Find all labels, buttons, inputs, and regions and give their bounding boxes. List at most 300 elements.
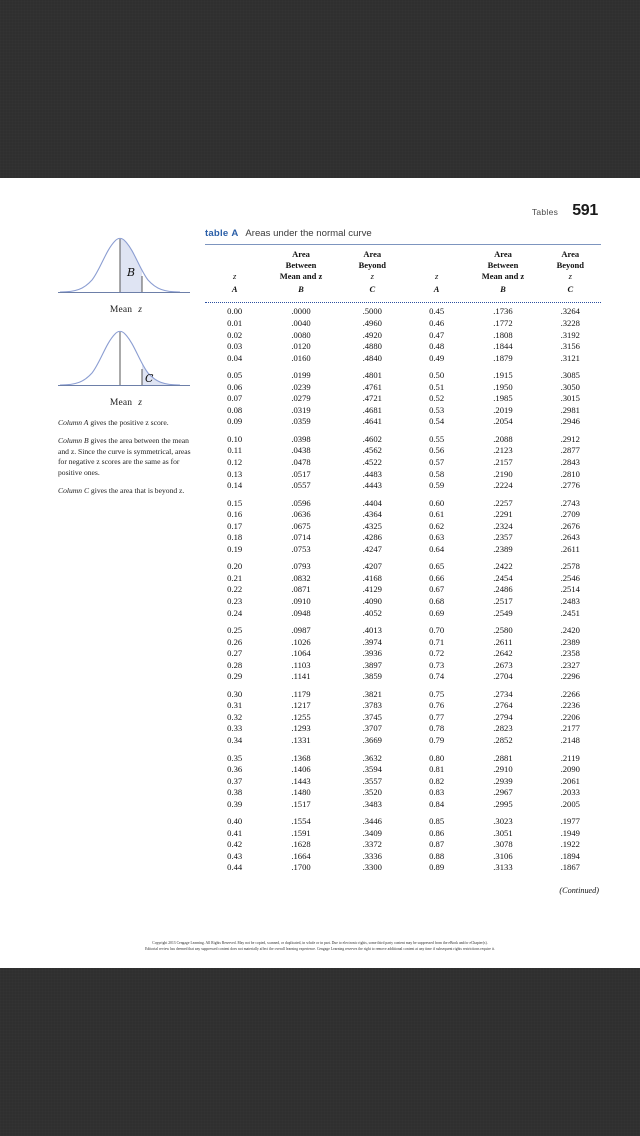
header-beyond-left-l3: z	[370, 271, 374, 282]
table-row	[205, 434, 601, 446]
cell-c-left: .4404	[362, 497, 382, 508]
table-row	[205, 416, 601, 428]
cell-b-right: .2422	[493, 561, 513, 572]
cell-c-left: .4960	[362, 317, 382, 328]
cell-c-right: .2643	[560, 532, 580, 543]
cell-c-left: .3594	[362, 764, 382, 775]
note-column-b	[58, 436, 194, 479]
cell-b-left: .0793	[291, 561, 311, 572]
table-row	[205, 318, 601, 330]
dotted-rule	[205, 302, 601, 303]
table-row	[205, 584, 601, 596]
cell-c-left: .3446	[362, 816, 382, 827]
table-row	[205, 341, 601, 353]
cell-z-left: 0.31	[227, 700, 243, 711]
cell-b-left: .1368	[291, 752, 311, 763]
continued-note: (Continued)	[559, 886, 599, 896]
cell-b-right: .2357	[493, 532, 513, 543]
cell-b-right: .2642	[493, 648, 513, 659]
cell-z-left: 0.07	[227, 393, 243, 404]
cell-b-right: .2190	[493, 468, 513, 479]
cell-z-left: 0.32	[227, 711, 243, 722]
cell-b-left: .1064	[291, 648, 311, 659]
page-number: 591	[572, 202, 598, 219]
header-a-left: A	[231, 283, 238, 294]
table-row	[205, 753, 601, 765]
table-row	[205, 828, 601, 840]
cell-z-left: 0.35	[227, 752, 243, 763]
cell-z-left: 0.38	[227, 787, 243, 798]
cell-c-right: .2005	[560, 798, 580, 809]
cell-c-right: .3121	[560, 352, 580, 363]
cell-z-left: 0.06	[227, 381, 243, 392]
table-row	[205, 637, 601, 649]
cell-z-left: 0.40	[227, 816, 243, 827]
cell-b-left: .0636	[291, 509, 311, 520]
figure-c-caption-mean: Mean	[109, 398, 133, 408]
cell-c-right: .2420	[560, 625, 580, 636]
cell-b-right: .2734	[493, 688, 513, 699]
cell-b-right: .3023	[493, 816, 513, 827]
cell-z-right: 0.86	[429, 827, 445, 838]
cell-c-left: .3336	[362, 850, 382, 861]
table-row	[205, 625, 601, 637]
table-row	[205, 469, 601, 481]
cell-z-right: 0.65	[429, 561, 445, 572]
table-row	[205, 561, 601, 573]
cell-c-right: .3015	[560, 393, 580, 404]
table-row	[205, 382, 601, 394]
cell-b-right: .2123	[493, 445, 513, 456]
header-b-right: B	[500, 283, 506, 294]
cell-b-right: .2549	[493, 607, 513, 618]
header-beyond-left-l2: Beyond	[358, 260, 386, 271]
cell-b-left: .0438	[291, 445, 311, 456]
cell-c-left: .3669	[362, 735, 382, 746]
cell-b-right: .1950	[493, 381, 513, 392]
cell-b-left: .0239	[291, 381, 311, 392]
cell-z-left: 0.30	[227, 688, 243, 699]
cell-b-right: .1844	[493, 341, 513, 352]
cell-c-right: .2090	[560, 764, 580, 775]
cell-c-right: .2981	[560, 404, 580, 415]
svg-text:C: C	[145, 372, 154, 385]
note-column-a-text: gives the positive z score.	[88, 418, 169, 427]
cell-c-left: .4052	[362, 607, 382, 618]
cell-c-left: .3859	[362, 671, 382, 682]
cell-z-left: 0.33	[227, 723, 243, 734]
table-dotted-separator-cell	[205, 295, 601, 307]
table-row	[205, 816, 601, 828]
cell-b-right: .2823	[493, 723, 513, 734]
cell-b-right: .2157	[493, 456, 513, 467]
table-row	[205, 862, 601, 874]
cell-b-right: .2019	[493, 404, 513, 415]
cell-c-right: .2451	[560, 607, 580, 618]
cell-c-left: .4721	[362, 393, 382, 404]
table-row	[205, 370, 601, 382]
cell-c-left: .4325	[362, 520, 382, 531]
cell-c-right: .2743	[560, 497, 580, 508]
cell-c-right: .2236	[560, 700, 580, 711]
figure-c-caption-z: z	[138, 398, 143, 408]
cell-z-left: 0.10	[227, 433, 243, 444]
table-row	[205, 723, 601, 735]
cell-z-right: 0.74	[429, 671, 445, 682]
table-row	[205, 660, 601, 672]
cell-z-left: 0.20	[227, 561, 243, 572]
cell-z-right: 0.51	[429, 381, 445, 392]
header-between-right-l1: Area	[494, 249, 512, 259]
header-between-left-l2: Between	[285, 260, 317, 271]
cell-z-left: 0.43	[227, 850, 243, 861]
cell-c-left: .4013	[362, 625, 382, 636]
cell-z-left: 0.15	[227, 497, 243, 508]
cell-z-right: 0.46	[429, 317, 445, 328]
cell-z-left: 0.37	[227, 775, 243, 786]
table-row	[205, 573, 601, 585]
cell-z-left: 0.36	[227, 764, 243, 775]
cell-b-left: .1554	[291, 816, 311, 827]
table-top-rule	[205, 244, 601, 245]
table-row	[205, 353, 601, 365]
cell-c-right: .2389	[560, 636, 580, 647]
cell-b-left: .0160	[291, 352, 311, 363]
cell-z-left: 0.12	[227, 456, 243, 467]
cell-z-right: 0.73	[429, 659, 445, 670]
cell-b-right: .2995	[493, 798, 513, 809]
cell-z-left: 0.02	[227, 329, 243, 340]
header-beyond-left	[338, 249, 407, 295]
cell-z-right: 0.52	[429, 393, 445, 404]
header-between-right-l3: Mean and z	[481, 271, 525, 282]
cell-z-right: 0.67	[429, 584, 445, 595]
table-row	[205, 544, 601, 556]
cell-z-left: 0.09	[227, 416, 243, 427]
cell-z-right: 0.89	[429, 862, 445, 873]
cell-c-left: .4168	[362, 572, 382, 583]
cell-z-right: 0.64	[429, 543, 445, 554]
svg-text:B: B	[127, 266, 136, 279]
cell-z-left: 0.21	[227, 572, 243, 583]
cell-c-left: .3409	[362, 827, 382, 838]
running-head	[532, 202, 598, 220]
figure-c-caption	[58, 398, 194, 408]
cell-b-left: .1664	[291, 850, 311, 861]
table-row	[205, 306, 601, 318]
header-z-right-symbol: z	[434, 271, 439, 282]
cell-b-right: .2580	[493, 625, 513, 636]
cell-z-left: 0.25	[227, 625, 243, 636]
cell-b-left: .1103	[291, 659, 311, 670]
cell-c-left: .4483	[362, 468, 382, 479]
cell-c-right: .3192	[560, 329, 580, 340]
cell-c-left: .4090	[362, 596, 382, 606]
cell-c-left: .4641	[362, 416, 382, 427]
cell-b-right: .2054	[493, 416, 513, 427]
cell-z-left: 0.18	[227, 532, 243, 543]
cell-z-left: 0.28	[227, 659, 243, 670]
document-page	[0, 178, 640, 968]
cell-b-left: .1026	[291, 636, 311, 647]
cell-b-left: .0279	[291, 393, 311, 404]
cell-z-left: 0.14	[227, 480, 243, 491]
cell-c-right: .1922	[560, 839, 580, 850]
cell-b-left: .0517	[291, 468, 311, 479]
cell-z-right: 0.50	[429, 370, 445, 381]
cell-c-left: .4801	[362, 370, 382, 381]
cell-c-left: .3745	[362, 711, 382, 722]
cell-z-right: 0.58	[429, 468, 445, 479]
cell-c-left: .3707	[362, 723, 382, 734]
cell-b-left: .1217	[291, 700, 311, 711]
cell-z-right: 0.66	[429, 572, 445, 583]
cell-b-right: .3051	[493, 827, 513, 838]
cell-z-right: 0.63	[429, 532, 445, 543]
cell-z-left: 0.27	[227, 648, 243, 659]
cell-z-right: 0.62	[429, 520, 445, 531]
cell-c-left: .4681	[362, 404, 382, 415]
cell-c-left: .4207	[362, 561, 382, 572]
cell-b-left: .1179	[291, 688, 311, 699]
header-beyond-right-l3: z	[568, 271, 572, 282]
cell-c-left: .5000	[362, 306, 382, 317]
cell-z-right: 0.81	[429, 764, 445, 775]
table-row	[205, 445, 601, 457]
cell-z-right: 0.45	[429, 306, 445, 317]
cell-z-right: 0.79	[429, 735, 445, 746]
cell-z-left: 0.11	[227, 445, 243, 456]
cell-c-right: .3228	[560, 317, 580, 328]
cell-b-left: .0987	[291, 625, 311, 636]
cell-c-left: .4286	[362, 532, 382, 543]
cell-b-left: .0910	[291, 596, 311, 606]
note-column-c-lead: Column C	[58, 485, 90, 495]
cell-z-right: 0.56	[429, 445, 445, 456]
table-row	[205, 521, 601, 533]
cell-c-right: .2810	[560, 468, 580, 479]
normal-curve-areas-table	[205, 249, 601, 874]
cell-b-right: .2088	[493, 433, 513, 444]
cell-b-left: .1406	[291, 764, 311, 775]
cell-c-left: .4522	[362, 456, 382, 467]
table-row	[205, 532, 601, 544]
header-b-left: B	[298, 283, 304, 294]
cell-z-left: 0.23	[227, 596, 243, 606]
table-row	[205, 839, 601, 851]
running-head-label: Tables	[531, 207, 559, 217]
table-header-row	[205, 249, 601, 295]
z-table-block	[205, 228, 601, 895]
cell-z-right: 0.85	[429, 816, 445, 827]
cell-b-left: .1628	[291, 839, 311, 850]
cell-z-right: 0.78	[429, 723, 445, 734]
table-row	[205, 330, 601, 342]
cell-c-left: .3483	[362, 798, 382, 809]
cell-b-left: .0871	[291, 584, 311, 595]
cell-z-right: 0.69	[429, 607, 445, 618]
cell-b-left: .0478	[291, 456, 311, 467]
cell-z-left: 0.01	[227, 317, 243, 328]
cell-c-right: .2327	[560, 659, 580, 670]
left-explanatory-column	[58, 232, 194, 504]
cell-z-right: 0.75	[429, 688, 445, 699]
cell-b-right: .1985	[493, 393, 513, 404]
table-row	[205, 689, 601, 701]
copyright-line-1: Copyright 2013 Cengage Learning. All Rights Reserved. May not be copied, scanned, or duplicated, in whole or in part. Due to electronic rights, some third party content may be suppressed from the eBook and/or eChapter(s).	[152, 941, 488, 945]
cell-c-right: .2946	[560, 416, 580, 427]
cell-c-left: .4364	[362, 509, 382, 520]
note-column-a	[58, 418, 194, 429]
table-row	[205, 735, 601, 747]
cell-b-right: .2704	[493, 671, 513, 682]
cell-c-right: .2148	[560, 735, 580, 746]
cell-c-left: .3974	[362, 636, 382, 647]
cell-c-left: .4920	[362, 329, 382, 340]
cell-c-right: .2483	[560, 596, 580, 606]
cell-c-right: .2676	[560, 520, 580, 531]
cell-c-right: .3156	[560, 341, 580, 352]
note-column-b-lead: Column B	[58, 435, 89, 445]
cell-b-left: .0398	[291, 433, 311, 444]
cell-z-right: 0.53	[429, 404, 445, 415]
cell-z-left: 0.34	[227, 735, 243, 746]
table-row	[205, 498, 601, 510]
table-row	[205, 776, 601, 788]
table-row	[205, 700, 601, 712]
cell-c-right: .2061	[560, 775, 580, 786]
cell-b-right: .2517	[493, 596, 513, 606]
header-z-right	[407, 249, 466, 295]
cell-b-right: .1879	[493, 352, 513, 363]
table-label: table	[205, 228, 229, 239]
cell-b-right: .1808	[493, 329, 513, 340]
cell-z-left: 0.22	[227, 584, 243, 595]
cell-b-left: .1700	[291, 862, 311, 873]
cell-b-right: .2881	[493, 752, 513, 763]
cell-c-left: .3300	[362, 862, 382, 873]
cell-c-right: .1949	[560, 827, 580, 838]
normal-curve-area-c-figure	[58, 325, 190, 399]
cell-b-left: .1517	[291, 798, 311, 809]
cell-c-right: .2611	[560, 543, 580, 554]
cell-z-right: 0.72	[429, 648, 445, 659]
cell-z-right: 0.84	[429, 798, 445, 809]
cell-b-right: .2291	[493, 509, 513, 520]
table-title	[205, 228, 601, 239]
table-row	[205, 851, 601, 863]
cell-c-right: .2119	[560, 752, 580, 763]
cell-c-left: .4129	[362, 584, 382, 595]
header-between-right-l2: Between	[487, 260, 519, 271]
table-row	[205, 648, 601, 660]
table-row	[205, 671, 601, 683]
cell-b-right: .2486	[493, 584, 513, 595]
cell-c-right: .2206	[560, 711, 580, 722]
cell-c-left: .3821	[362, 688, 382, 699]
header-beyond-right-l2: Beyond	[556, 260, 584, 271]
cell-z-right: 0.48	[429, 341, 445, 352]
cell-z-right: 0.71	[429, 636, 445, 647]
cell-b-left: .0557	[291, 480, 311, 491]
cell-b-right: .3106	[493, 850, 513, 861]
header-between-left-l1: Area	[292, 249, 310, 259]
cell-z-right: 0.49	[429, 352, 445, 363]
cell-b-right: .2673	[493, 659, 513, 670]
cell-b-left: .0319	[291, 404, 311, 415]
cell-z-left: 0.17	[227, 520, 243, 531]
header-a-right: A	[433, 283, 440, 294]
cell-b-right: .2967	[493, 787, 513, 798]
cell-z-right: 0.77	[429, 711, 445, 722]
header-c-left: C	[369, 283, 376, 294]
cell-z-right: 0.54	[429, 416, 445, 427]
cell-c-right: .2358	[560, 648, 580, 659]
cell-b-right: .2939	[493, 775, 513, 786]
copyright-footer	[62, 940, 578, 953]
cell-z-left: 0.13	[227, 468, 243, 479]
header-between-right	[466, 249, 539, 295]
cell-c-left: .4761	[362, 381, 382, 392]
table-row	[205, 480, 601, 492]
header-between-left	[264, 249, 337, 295]
cell-c-right: .2877	[560, 445, 580, 456]
cell-z-left: 0.24	[227, 607, 243, 618]
cell-c-left: .4562	[362, 445, 382, 456]
cell-z-right: 0.88	[429, 850, 445, 861]
cell-b-left: .1293	[291, 723, 311, 734]
table-row	[205, 764, 601, 776]
cell-z-right: 0.47	[429, 329, 445, 340]
table-row	[205, 596, 601, 608]
cell-c-right: .2776	[560, 480, 580, 491]
figure-b-caption-mean: Mean	[109, 305, 133, 315]
note-column-a-lead: Column A	[58, 418, 89, 427]
cell-c-left: .4840	[362, 352, 382, 363]
cell-b-left: .0753	[291, 543, 311, 554]
cell-b-left: .0359	[291, 416, 311, 427]
cell-z-left: 0.00	[227, 306, 243, 317]
cell-b-right: .2224	[493, 480, 513, 491]
cell-b-right: .2794	[493, 711, 513, 722]
cell-c-right: .1867	[560, 862, 580, 873]
note-column-c-text: gives the area that is beyond z.	[89, 485, 185, 495]
cell-z-left: 0.29	[227, 671, 243, 682]
cell-c-right: .2709	[560, 509, 580, 520]
cell-z-left: 0.41	[227, 827, 243, 838]
cell-b-left: .0080	[291, 329, 311, 340]
cell-z-left: 0.42	[227, 839, 243, 850]
cell-z-right: 0.55	[429, 433, 445, 444]
cell-c-right: .2177	[560, 723, 580, 734]
cell-c-left: .3897	[362, 659, 382, 670]
cell-b-left: .1331	[291, 735, 311, 746]
copyright-line-2: Editorial review has deemed that any suppressed content does not materially affect the overall learning experience. Cengage Learning reserves the right to remove additional content at any time if subsequent rights restrictions require it.	[145, 947, 495, 952]
cell-c-right: .2514	[560, 584, 580, 595]
cell-z-left: 0.04	[227, 352, 243, 363]
cell-b-left: .0596	[291, 497, 311, 508]
cell-z-left: 0.16	[227, 509, 243, 520]
cell-b-left: .0714	[291, 532, 311, 543]
cell-c-left: .3632	[362, 752, 382, 763]
cell-b-left: .0675	[291, 520, 311, 531]
header-z-left	[205, 249, 264, 295]
note-column-b-text: gives the area between the mean and z. Since the curve is symmetrical, areas for negative z scores are the same as for positive ones.	[58, 435, 191, 478]
cell-c-left: .3520	[362, 787, 382, 798]
cell-z-left: 0.03	[227, 341, 243, 352]
cell-b-right: .2257	[493, 497, 513, 508]
cell-z-right: 0.61	[429, 509, 445, 520]
